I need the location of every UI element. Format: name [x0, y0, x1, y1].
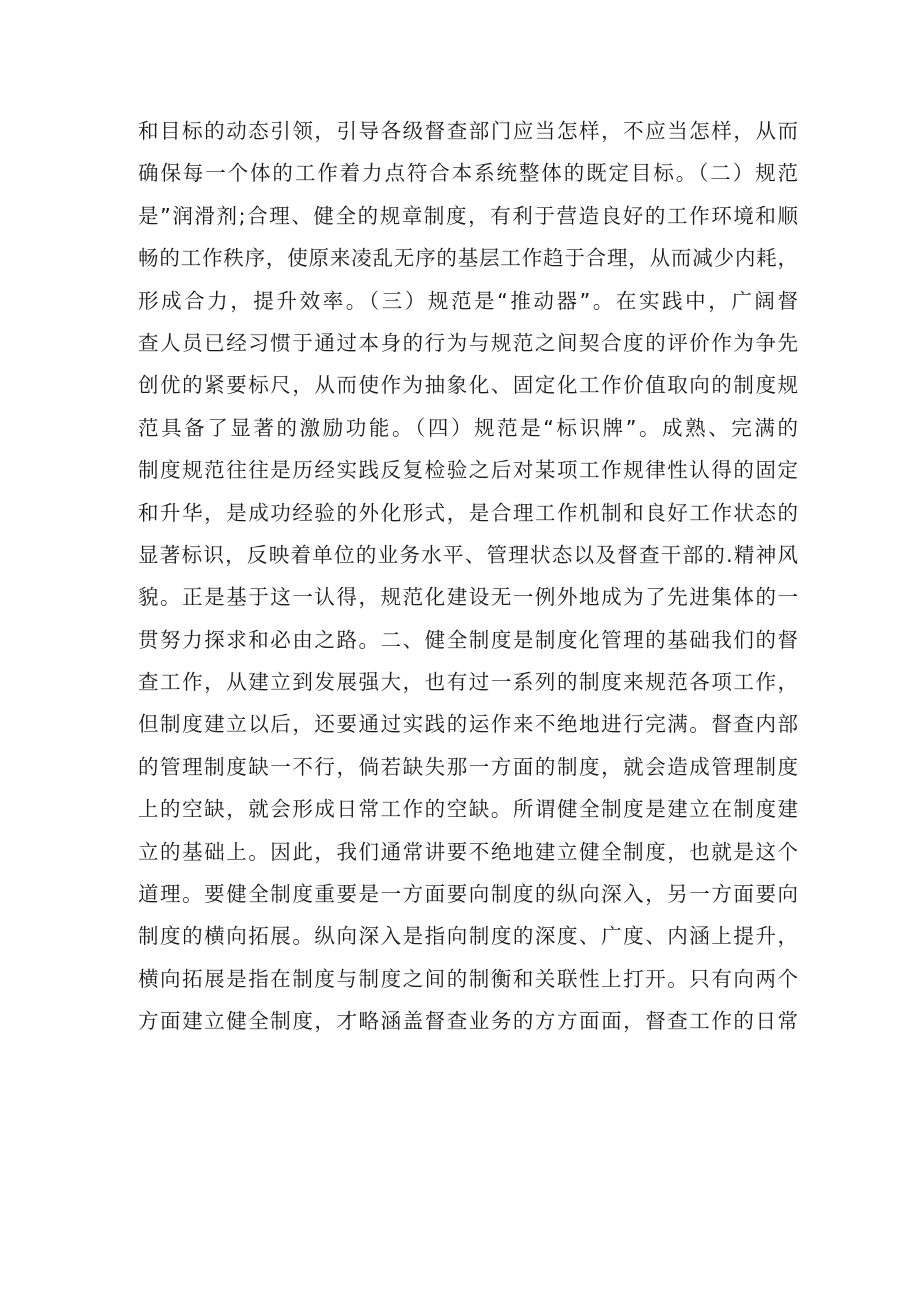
text-line: 查人员已经习惯于通过本身的行为与规范之间契合度的评价作为争先: [138, 330, 798, 355]
text-line: 和升华，是成功经验的外化形式，是合理工作机制和良好工作状态的: [138, 500, 798, 525]
text-line: 方面建立健全制度，才略涵盖督查业务的方方面面，督查工作的日常: [138, 1009, 798, 1034]
text-line: 制度的横向拓展。纵向深入是指向制度的深度、广度、内涵上提升，: [138, 924, 798, 949]
text-line: 确保每一个体的工作着力点符合本系统整体的既定目标。（二）规范: [138, 161, 798, 186]
text-line: 是”润滑剂;合理、健全的规章制度，有利于营造良好的工作环境和顺: [138, 203, 798, 228]
text-line: 范具备了显著的激励功能。（四）规范是“标识牌”。成熟、完满的: [138, 415, 798, 440]
text-line: 显著标识，反映着单位的业务水平、管理状态以及督查干部的.精神风: [138, 542, 798, 567]
text-line: 创优的紧要标尺，从而使作为抽象化、固定化工作价值取向的制度规: [138, 373, 798, 398]
text-line: 制度规范往往是历经实践反复检验之后对某项工作规律性认得的固定: [138, 458, 798, 483]
text-line: 上的空缺，就会形成日常工作的空缺。所谓健全制度是建立在制度建: [138, 797, 798, 822]
text-line: 立的基础上。因此，我们通常讲要不绝地建立健全制度，也就是这个: [138, 839, 798, 864]
text-line: 查工作，从建立到发展强大，也有过一系列的制度来规范各项工作，: [138, 670, 798, 695]
text-line: 横向拓展是指在制度与制度之间的制衡和关联性上打开。只有向两个: [138, 966, 798, 991]
body-text: [138, 110, 798, 1043]
text-line: 但制度建立以后，还要通过实践的运作来不绝地进行完满。督查内部: [138, 712, 798, 737]
text-line: 道理。要健全制度重要是一方面要向制度的纵向深入，另一方面要向: [138, 882, 798, 907]
text-line: 貌。正是基于这一认得，规范化建设无一例外地成为了先进集体的一: [138, 585, 798, 610]
text-line: 的管理制度缺一不行，倘若缺失那一方面的制度，就会造成管理制度: [138, 754, 798, 779]
text-line: 贯努力探求和必由之路。二、健全制度是制度化管理的基础我们的督: [138, 627, 798, 652]
text-line: 形成合力，提升效率。（三）规范是“推动器”。在实践中，广阔督: [138, 288, 798, 313]
text-line: 畅的工作秩序，使原来凌乱无序的基层工作趋于合理，从而减少内耗，: [138, 246, 798, 271]
text-line: 和目标的动态引领，引导各级督查部门应当怎样，不应当怎样，从而: [138, 119, 798, 143]
